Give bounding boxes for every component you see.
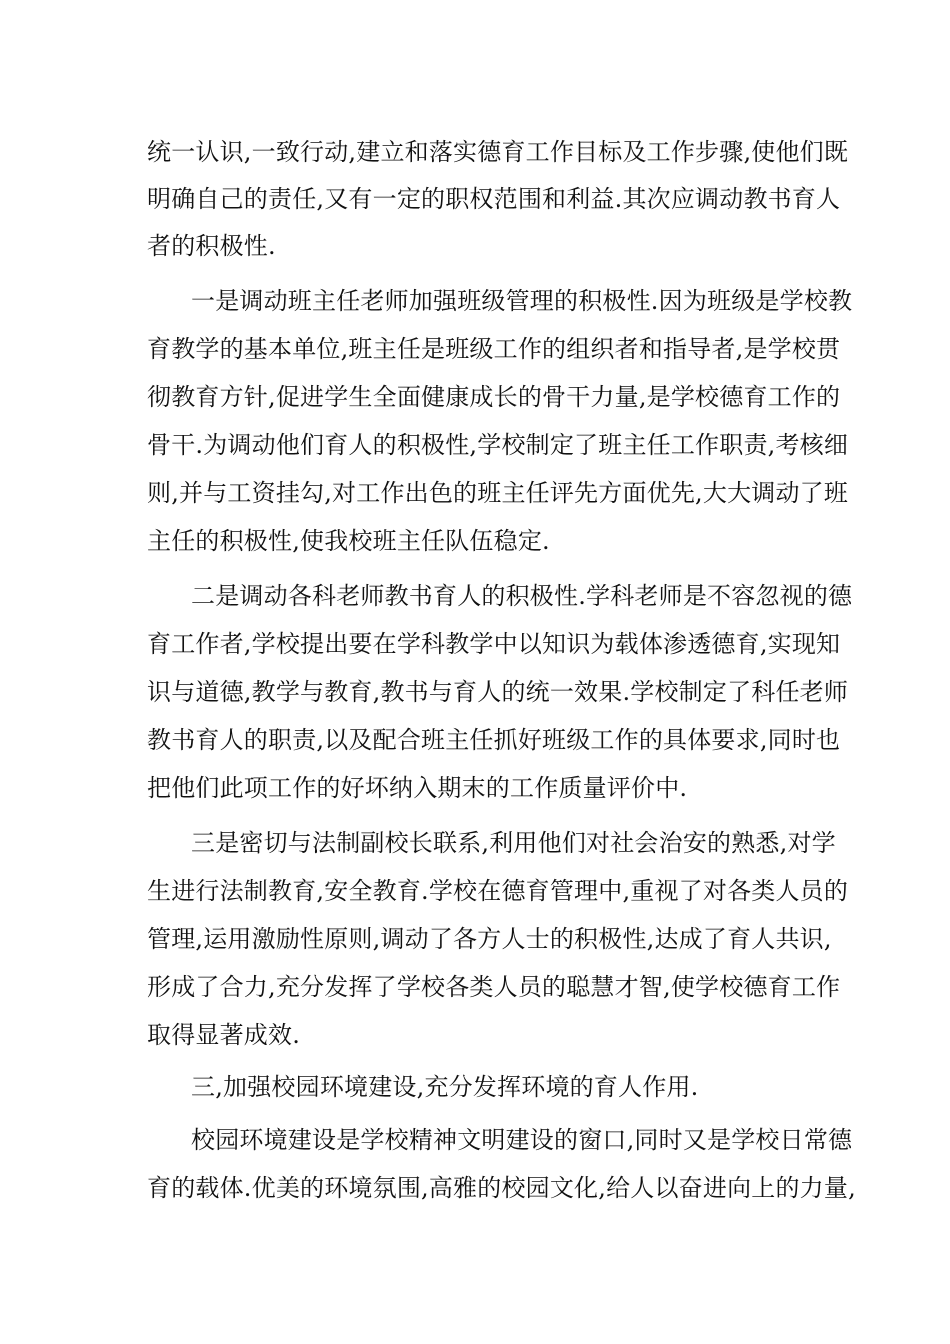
text-line: 取得显著成效. — [147, 1021, 301, 1049]
text-line: 明确自己的责任,又有一定的职权范围和利益.其次应调动教书育人 — [147, 185, 841, 213]
text-line: 生进行法制教育,安全教育.学校在德育管理中,重视了对各类人员的 — [147, 877, 849, 905]
text-line: 一是调动班主任老师加强班级管理的积极性.因为班级是学校教 — [191, 287, 853, 315]
text-line: 育教学的基本单位,班主任是班级工作的组织者和指导者,是学校贯 — [147, 335, 841, 363]
text-line: 骨干.为调动他们育人的积极性,学校制定了班主任工作职责,考核细 — [147, 431, 849, 459]
text-line: 主任的积极性,使我校班主任队伍稳定. — [147, 527, 550, 555]
text-line: 把他们此项工作的好坏纳入期末的工作质量评价中. — [147, 774, 688, 802]
text-line: 彻教育方针,促进学生全面健康成长的骨干力量,是学校德育工作的 — [147, 383, 841, 411]
text-line: 统一认识,一致行动,建立和落实德育工作目标及工作步骤,使他们既 — [147, 138, 849, 166]
section-heading: 三,加强校园环境建设,充分发挥环境的育人作用. — [191, 1073, 699, 1101]
text-line: 教书育人的职责,以及配合班主任抓好班级工作的具体要求,同时也 — [147, 726, 841, 754]
text-line: 二是调动各科老师教书育人的积极性.学科老师是不容忽视的德 — [191, 582, 853, 610]
text-line: 形成了合力,充分发挥了学校各类人员的聪慧才智,使学校德育工作 — [147, 973, 841, 1001]
text-line: 识与道德,教学与教育,教书与育人的统一效果.学校制定了科任老师 — [147, 678, 849, 706]
text-line: 者的积极性. — [147, 232, 276, 260]
text-line: 校园环境建设是学校精神文明建设的窗口,同时又是学校日常德 — [191, 1126, 853, 1154]
text-line: 育工作者,学校提出要在学科教学中以知识为载体渗透德育,实现知 — [147, 630, 841, 658]
text-line: 则,并与工资挂勾,对工作出色的班主任评先方面优先,大大调动了班 — [147, 479, 849, 507]
text-line: 育的载体.优美的环境氛围,高雅的校园文化,给人以奋进向上的力量, — [147, 1174, 856, 1202]
text-line: 三是密切与法制副校长联系,利用他们对社会治安的熟悉,对学 — [191, 829, 836, 857]
text-line: 管理,运用激励性原则,调动了各方人士的积极性,达成了育人共识, — [147, 925, 832, 953]
